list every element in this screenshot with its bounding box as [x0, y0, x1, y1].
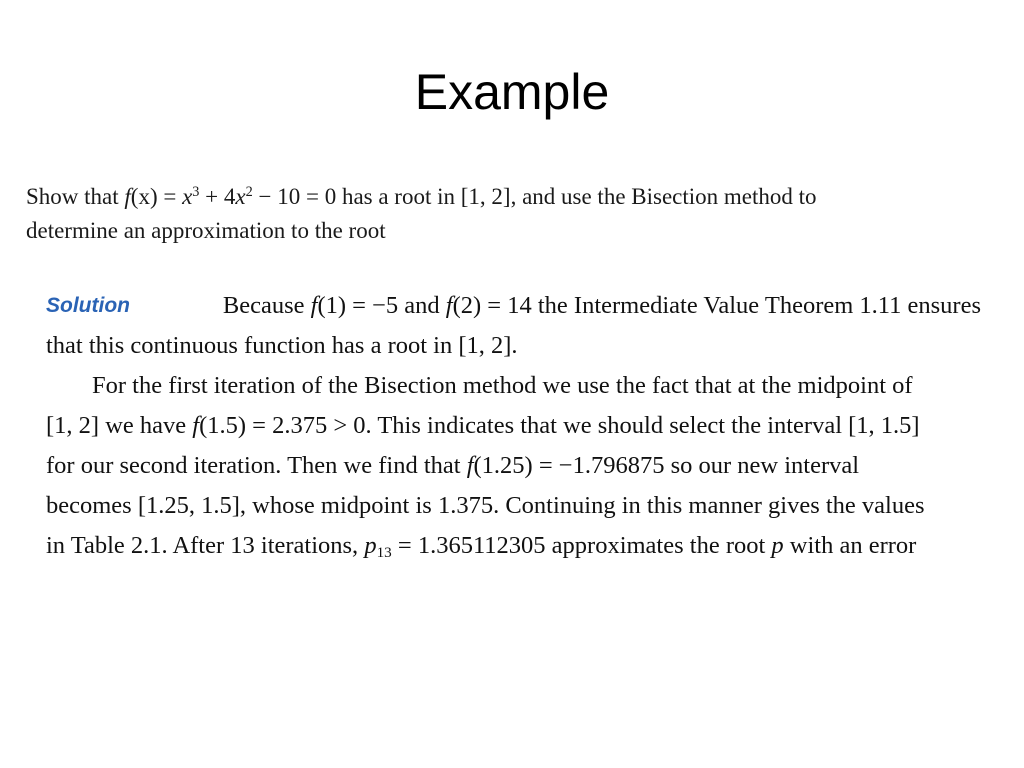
solution-line-6: becomes [1.25, 1.5], whose midpoint is 1.375. Continuing in this manner gives the values [46, 492, 925, 519]
problem-text: − 10 = 0 has a root in [1, 2], and use the Bisection method to [252, 184, 817, 209]
solution-line-1 [46, 286, 981, 326]
solution-line-7: in Table 2.1. After 13 iterations, $p_{13} = 1.365112305$ approximates the root p with an error [46, 532, 917, 561]
solution-line-4: [1, 2] we have f(1.5) = 2.375 > 0. This indicates that we should select the interval [1, 1.5] [46, 412, 920, 439]
solution-text: Because f(1) = −5 and f(2) = 14 the Intermediate Value Theorem 1.11 ensures [222, 292, 981, 319]
exponent: 2 [245, 184, 253, 201]
solution-label: Solution [46, 294, 130, 317]
math-x: x [235, 184, 246, 209]
solution-line-2: that this continuous function has a root in [1, 2]. [46, 332, 518, 359]
solution-line-3: For the first iteration of the Bisection method we use the fact that at the midpoint of [92, 372, 913, 399]
math-x: x [182, 184, 193, 209]
problem-text: Show that [26, 184, 125, 209]
solution-line-5: for our second iteration. Then we find that f(1.25) = −1.796875 so our new interval [46, 452, 860, 479]
problem-text: + 4 [199, 184, 236, 209]
math-f: f [124, 184, 131, 209]
problem-line-1 [26, 180, 1011, 214]
exponent: 3 [192, 184, 200, 201]
problem-statement [26, 180, 1011, 248]
problem-text: (x) = [130, 184, 183, 209]
problem-line-2: determine an approximation to the root [26, 218, 386, 243]
slide-title: Example [414, 64, 610, 120]
solution-block [46, 286, 981, 566]
